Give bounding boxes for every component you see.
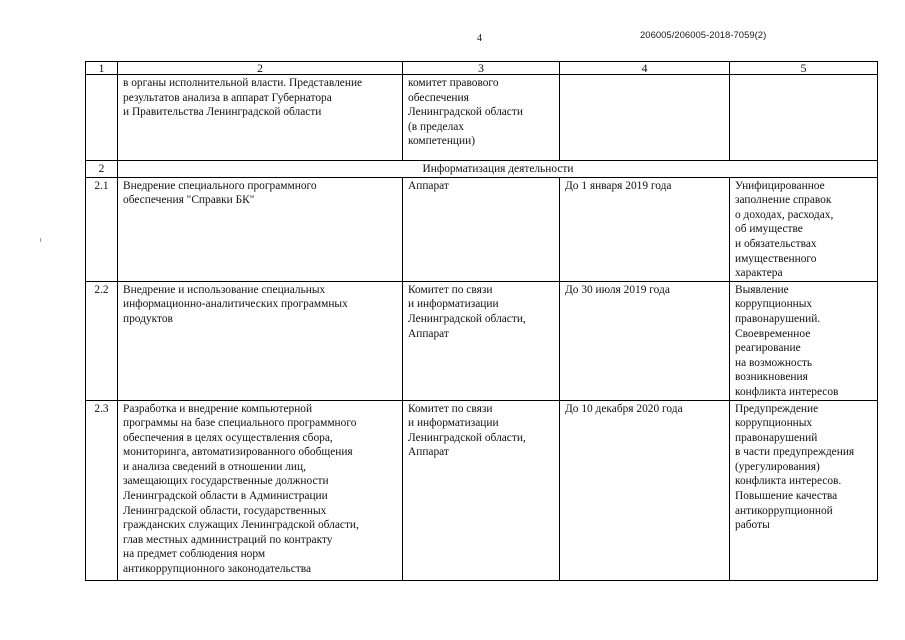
result-cell-line: работы [735,519,770,532]
result-cell-line: имущественного [735,252,817,265]
activity-cell-line: антикоррупционного законодательства [123,563,312,576]
executor-cell-line: Ленинградской области, [408,431,526,444]
activity-cell-line: и Правительства Ленинградской области [123,106,322,119]
activity-cell-line: и анализа сведений в отношении лиц, [123,460,306,473]
table-row [86,75,878,161]
result-cell-line: коррупционных [735,298,813,311]
executor-cell-line: комитет правового [408,77,499,89]
activity-cell-line: в органы исполнительной власти. Представление [123,77,363,89]
activity-cell-line: на предмет соблюдения норм [123,548,266,561]
activity-cell-line: Внедрение специального программного [123,179,317,192]
deadline-cell-line: До 30 июля 2019 года [565,283,670,296]
executor-cell-line: Ленинградской области [408,106,523,119]
result-cell [730,281,878,400]
executor-cell-line: (в пределах [408,120,465,133]
result-cell-line: возникновения [735,371,808,384]
column-number: 5 [730,62,878,75]
table-row [86,177,878,281]
executor-cell-line: и информатизации [408,417,499,430]
section-row [86,161,878,178]
result-cell-line: заполнение справок [735,194,832,207]
column-number: 2 [118,62,403,75]
activity-cell-line: продуктов [123,312,173,325]
activity-cell-line: Разработка и внедрение компьютерной [123,402,313,415]
executor-cell-line: Аппарат [408,179,449,192]
section-number: 2 [86,161,118,178]
column-number: 4 [560,62,730,75]
activity-cell-line: Ленинградской области в Администрации [123,490,328,503]
result-cell-line: Своевременное [735,327,811,340]
executor-cell-line: Аппарат [408,327,449,340]
activity-cell-line: результатов анализа в аппарат Губернатора [123,91,332,104]
deadline-cell [560,281,730,400]
item-number: 2.2 [86,281,118,400]
item-number: 2.3 [86,400,118,580]
measures-table [85,61,878,581]
executor-cell-line: Аппарат [408,446,449,459]
row-number [86,75,118,161]
activity-cell-line: Внедрение и использование специальных [123,283,326,296]
result-cell [730,177,878,281]
table-row [86,400,878,580]
executor-cell [403,400,560,580]
deadline-cell-line: До 10 декабря 2020 года [565,402,683,415]
result-cell-line: Унифицированное [735,179,825,192]
result-cell-line: реагирование [735,342,801,355]
activity-cell-line: мониторинга, автоматизированного обобщения [123,446,353,459]
result-cell-line: конфликта интересов. [735,475,842,488]
executor-cell-line: обеспечения [408,91,469,104]
item-number: 2.1 [86,177,118,281]
page-number: 4 [477,33,482,44]
result-cell [730,400,878,580]
executor-cell-line: Комитет по связи [408,283,493,296]
activity-cell-line: обеспечения в целях осуществления сбора, [123,431,333,444]
result-cell-line: и обязательствах [735,237,817,250]
deadline-cell-line: До 1 января 2019 года [565,179,672,192]
result-cell [730,75,878,161]
result-cell-line: Предупреждение [735,402,819,415]
result-cell-line: антикоррупционной [735,504,833,517]
activity-cell-line: информационно-аналитических программных [123,298,348,311]
activity-cell-line: глав местных администраций по контракту [123,533,333,546]
section-title: Информатизация деятельности [118,161,878,178]
activity-cell [118,281,403,400]
activity-cell-line: обеспечения "Справки БК" [123,194,255,207]
result-cell-line: на возможность [735,356,813,369]
result-cell-line: о доходах, расходах, [735,208,834,221]
executor-cell [403,281,560,400]
activity-cell [118,177,403,281]
activity-cell-line: гражданских служащих Ленинградской области, [123,519,359,532]
deadline-cell [560,177,730,281]
executor-cell [403,177,560,281]
result-cell-line: в части предупреждения [735,446,855,459]
column-number: 1 [86,62,118,75]
activity-cell-line: Ленинградской области, государственных [123,504,327,517]
result-cell-line: правонарушений [735,431,818,444]
result-cell-line: коррупционных [735,417,813,430]
activity-cell [118,75,403,161]
result-cell-line: Повышение качества [735,490,838,503]
column-number-row [86,62,878,75]
margin-mark [40,238,41,242]
executor-cell-line: компетенции) [408,135,476,148]
deadline-cell [560,75,730,161]
result-cell-line: характера [735,267,783,280]
executor-cell-line: и информатизации [408,298,499,311]
result-cell-line: конфликта интересов [735,385,839,398]
executor-cell [403,75,560,161]
result-cell-line: правонарушений. [735,312,821,325]
executor-cell-line: Ленинградской области, [408,312,526,325]
document-id: 206005/206005-2018-7059(2) [640,30,767,41]
activity-cell [118,400,403,580]
activity-cell-line: программы на базе специального программного [123,417,357,430]
result-cell-line: об имуществе [735,223,803,236]
column-number: 3 [403,62,560,75]
deadline-cell [560,400,730,580]
result-cell-line: Выявление [735,283,789,296]
result-cell-line: (урегулирования) [735,460,820,473]
table-row [86,281,878,400]
activity-cell-line: замещающих государственные должности [123,475,329,488]
executor-cell-line: Комитет по связи [408,402,493,415]
